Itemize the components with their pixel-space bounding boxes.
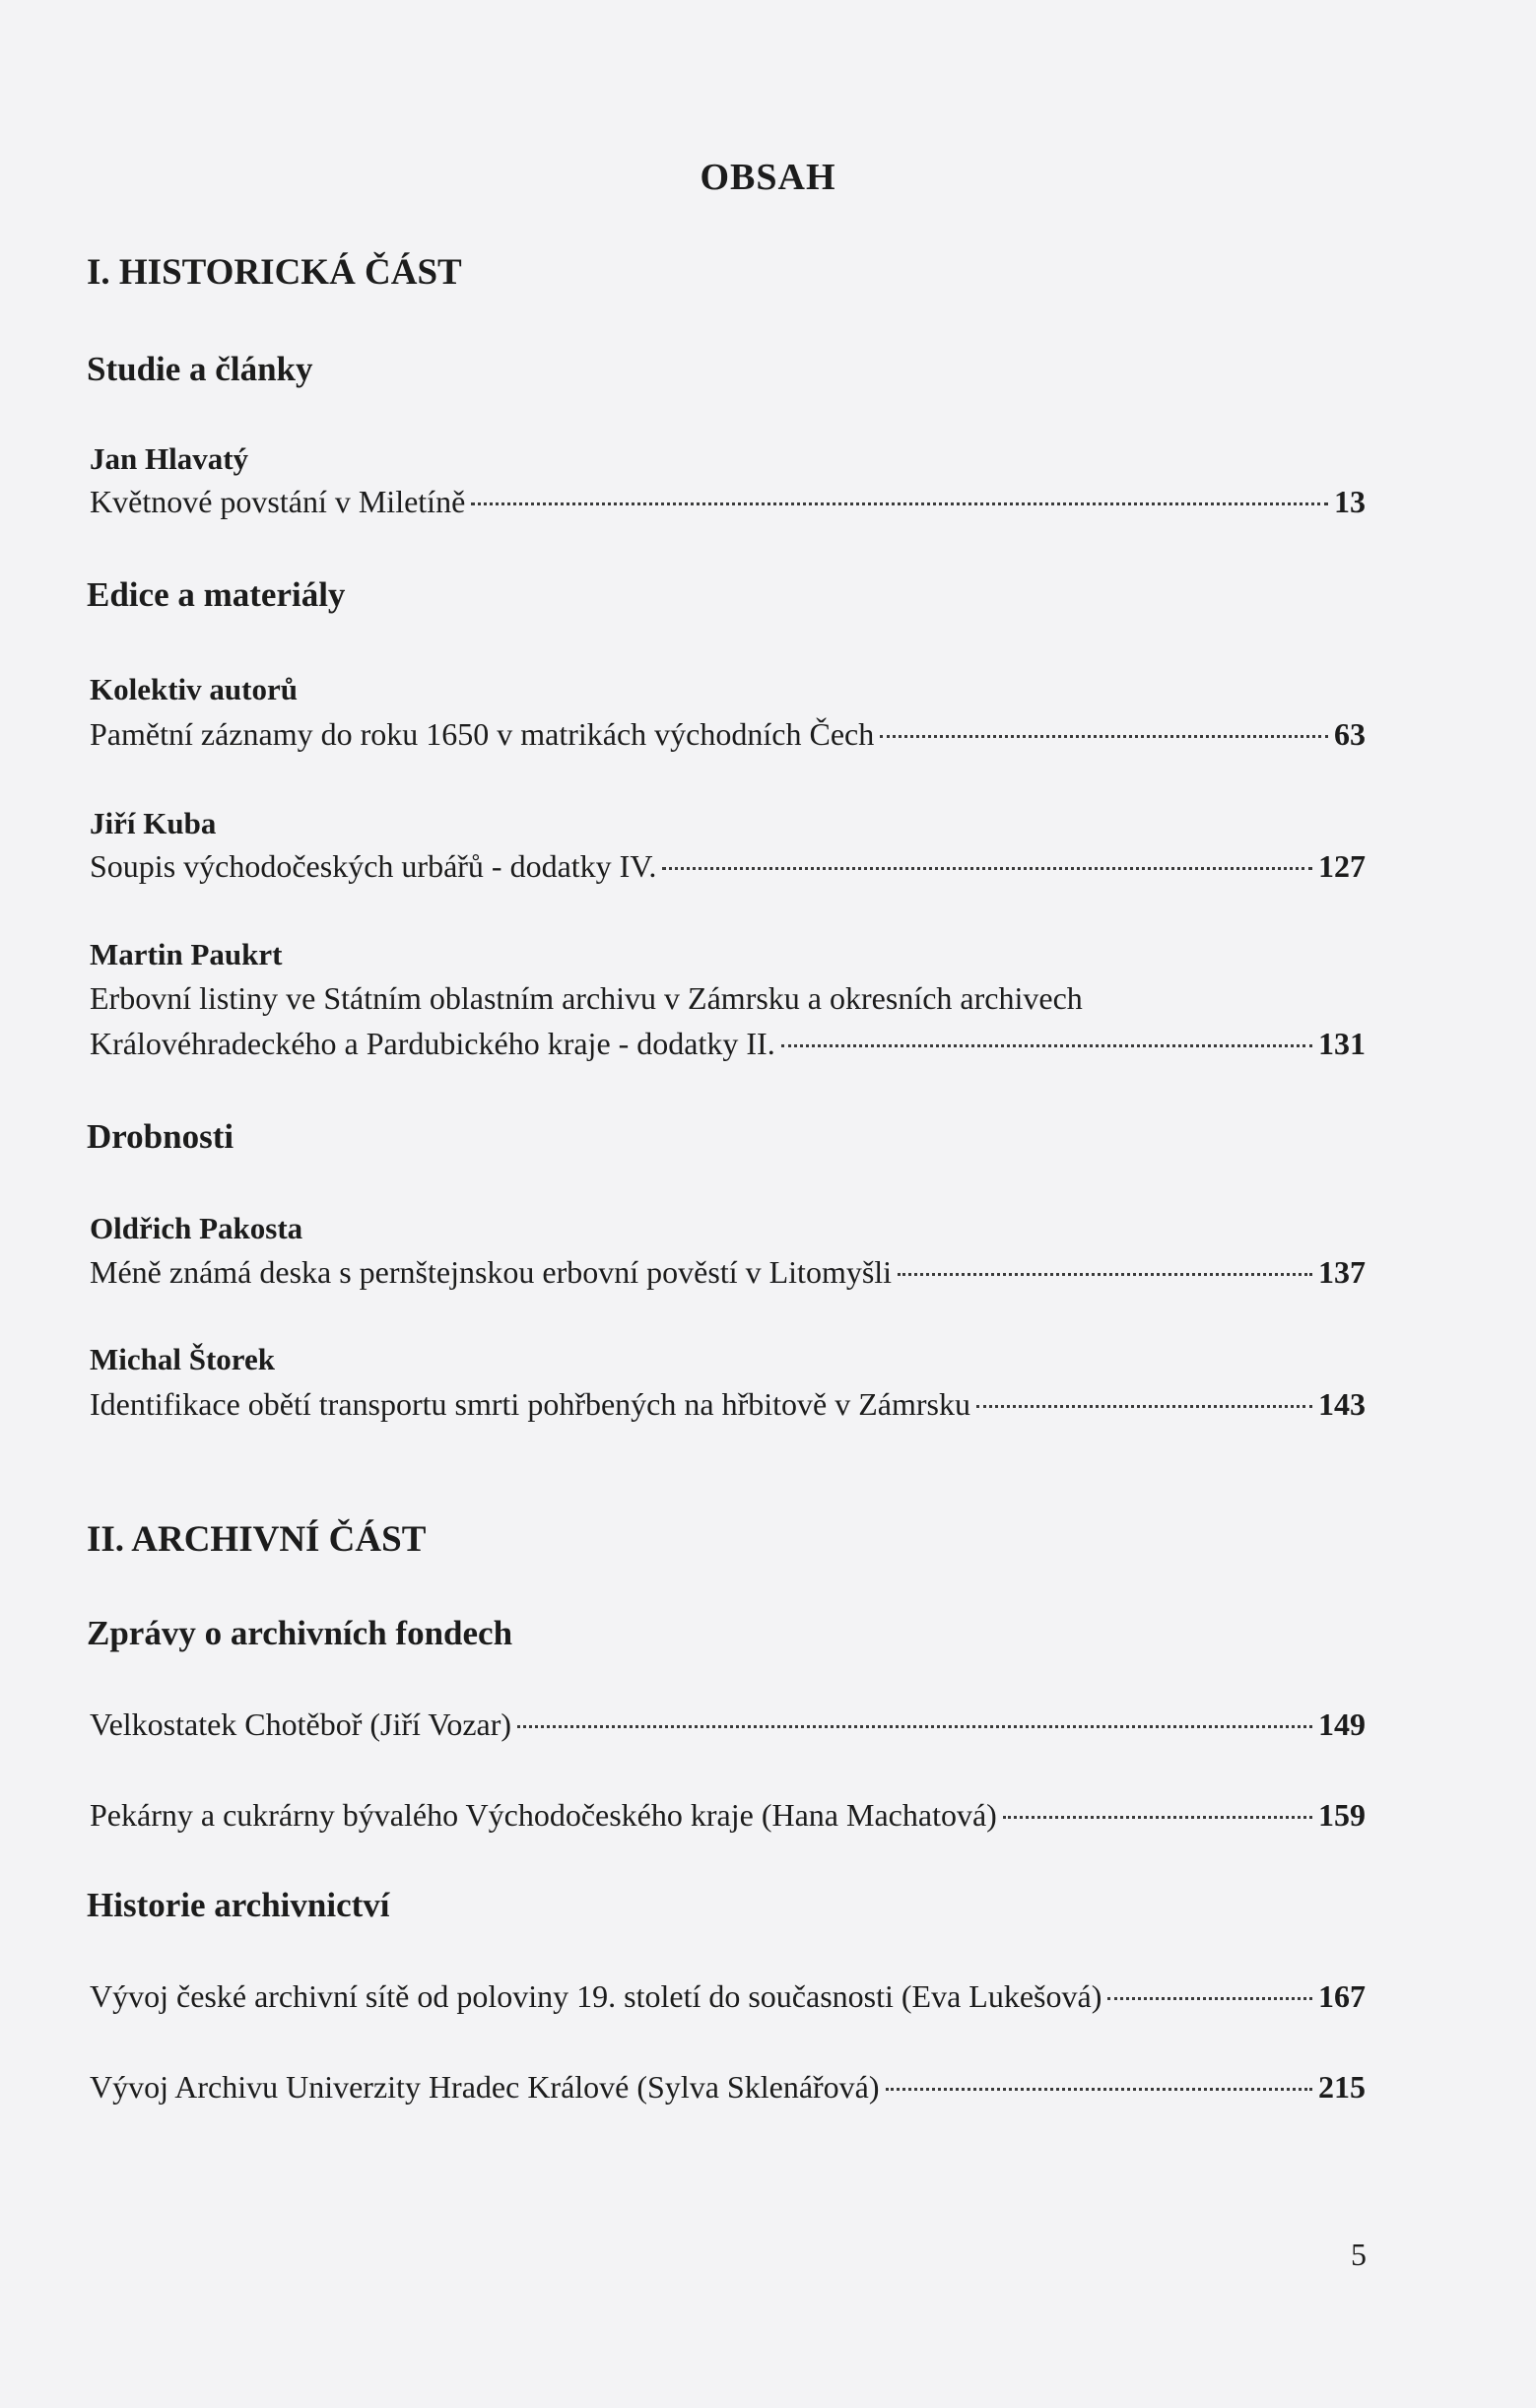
toc-entry[interactable] (90, 2067, 1366, 2107)
dot-leader (880, 735, 1328, 738)
section-drobnosti-heading: Drobnosti (87, 1117, 234, 1156)
entry-page: 137 (1318, 1254, 1366, 1290)
entry-title: Identifikace obětí transportu smrti pohřbených na hřbitově v Zámrsku (90, 1386, 970, 1422)
toc-entry[interactable] (90, 1976, 1366, 2016)
entry-page: 131 (1318, 1026, 1366, 1061)
toc-entry[interactable] (90, 1705, 1366, 1744)
entry-page: 167 (1318, 1978, 1366, 2014)
dot-leader (471, 502, 1328, 505)
dot-leader (1003, 1816, 1312, 1819)
entry-author: Michal Štorek (90, 1342, 275, 1376)
entry-title: Vývoj české archivní sítě od poloviny 19. století do současnosti (Eva Lukešová) (90, 1978, 1102, 2014)
entry-title: Květnové povstání v Miletíně (90, 484, 466, 519)
toc-entry[interactable] (90, 1252, 1366, 1292)
entry-author: Kolektiv autorů (90, 672, 298, 706)
toc-entry[interactable] (90, 846, 1366, 886)
page-title: OBSAH (700, 157, 836, 198)
dot-leader (1107, 1997, 1312, 2000)
toc-entry[interactable] (90, 714, 1366, 754)
entry-page: 127 (1318, 848, 1366, 884)
toc-entry[interactable] (90, 1024, 1366, 1063)
page-number: 5 (1351, 2237, 1367, 2272)
part2-heading: II. ARCHIVNÍ ČÁST (87, 1519, 427, 1560)
entry-author: Jiří Kuba (90, 806, 217, 840)
part1-heading: I. HISTORICKÁ ČÁST (87, 252, 462, 293)
section-zpravy-heading: Zprávy o archivních fondech (87, 1614, 513, 1652)
toc-entry[interactable] (90, 1795, 1366, 1835)
entry-page: 63 (1334, 716, 1366, 752)
entry-title-line2: Královéhradeckého a Pardubického kraje - dodatky II. (90, 1026, 775, 1061)
section-historie-heading: Historie archivnictví (87, 1886, 390, 1924)
entry-page: 159 (1318, 1797, 1366, 1833)
dot-leader (662, 867, 1312, 870)
entry-title: Méně známá deska s pernštejnskou erbovní pověstí v Litomyšli (90, 1254, 893, 1290)
entry-page: 13 (1334, 484, 1366, 519)
entry-title: Pamětní záznamy do roku 1650 v matrikách východních Čech (90, 716, 875, 752)
toc-entry[interactable] (90, 482, 1366, 521)
entry-page: 149 (1318, 1706, 1366, 1742)
section-edice-heading: Edice a materiály (87, 575, 346, 614)
entry-title-line1[interactable]: Erbovní listiny ve Státním oblastním archivu v Zámrsku a okresních archivech (90, 980, 1083, 1016)
toc-entry[interactable] (90, 1384, 1366, 1424)
dot-leader (781, 1044, 1312, 1047)
dot-leader (517, 1725, 1312, 1728)
entry-title: Soupis východočeských urbářů - dodatky IV. (90, 848, 657, 884)
entry-page: 215 (1318, 2069, 1366, 2105)
entry-author: Martin Paukrt (90, 937, 283, 971)
dot-leader (898, 1273, 1312, 1276)
dot-leader (976, 1405, 1312, 1408)
entry-author: Oldřich Pakosta (90, 1211, 303, 1245)
section-studie-heading: Studie a články (87, 350, 313, 388)
dot-leader (886, 2088, 1312, 2091)
entry-author: Jan Hlavatý (90, 441, 249, 476)
entry-page: 143 (1318, 1386, 1366, 1422)
entry-title: Vývoj Archivu Univerzity Hradec Králové (Sylva Sklenářová) (90, 2069, 880, 2105)
entry-title: Velkostatek Chotěboř (Jiří Vozar) (90, 1706, 512, 1742)
entry-title: Pekárny a cukrárny bývalého Východočeského kraje (Hana Machatová) (90, 1797, 997, 1833)
